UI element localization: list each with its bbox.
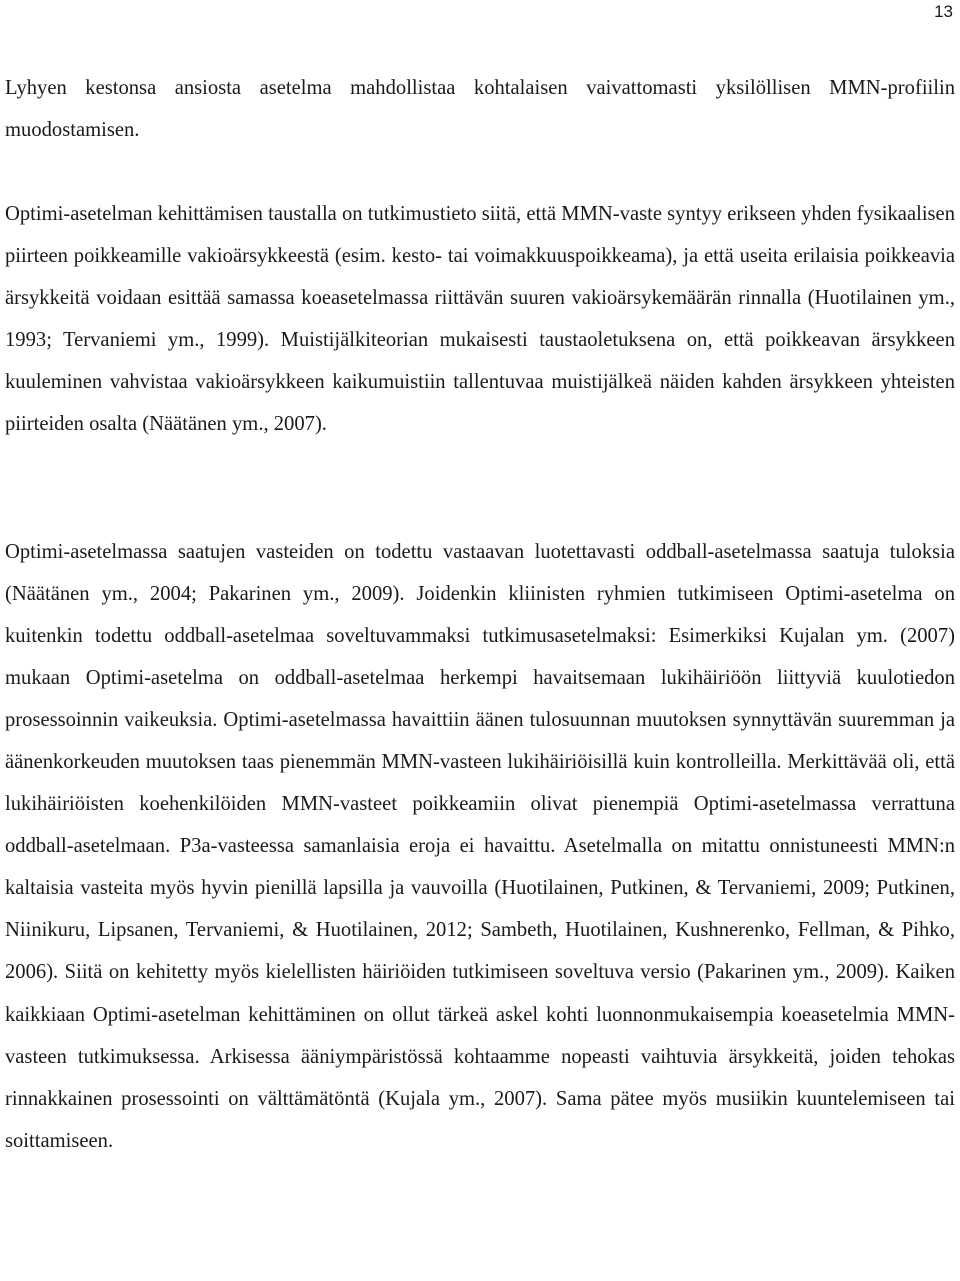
paragraph-3: Optimi-asetelmassa saatujen vasteiden on todettu vastaavan luotettavasti oddball-asetelmassa saatuja tuloksia (Näätänen ym., 2004; Pakarinen ym., 2009). Joidenkin kliinisten ryhmien tutkimiseen Optimi-asetelma on kuitenkin todettu oddball-asetelmaa soveltuvammaksi tutkimusasetelmaksi: Esimerkiksi Kujalan ym. (2007) mukaan Optimi-asetelma on oddball-asetelmaa herkempi havaitsemaan lukihäiriöön liittyviä kuulotiedon prosessoinnin vaikeuksia. Optimi-asetelmassa havaittiin äänen tulosuunnan muutoksen synnyttävän suuremman ja äänenkorkeuden muutoksen taas pienemmän MMN-vasteen lukihäiriöisillä kuin kontrolleilla. Merkittävää oli, että lukihäiriöisten koehenkilöiden MMN-vasteet poikkeamiin olivat pienempiä Optimi-asetelmassa verrattuna oddball-asetelmaan. P3a-vasteessa samanlaisia eroja ei havaittu. Asetelmalla on mitattu onnistuneesti MMN:n kaltaisia vasteita myös hyvin pienillä lapsilla ja vauvoilla (Huotilainen, Putkinen, & Tervaniemi, 2009; Putkinen, Niinikuru, Lipsanen, Tervaniemi, & Huotilainen, 2012; Sambeth, Huotilainen, Kushnerenko, Fellman, & Pihko, 2006). Siitä on kehitetty myös kielellisten häiriöiden tutkimiseen soveltuva versio (Pakarinen ym., 2009). Kaiken kaikkiaan Optimi-asetelman kehittäminen on ollut tärkeä askel kohti luonnonmukaisempia koeasetelmia MMN-vasteen tutkimuksessa. Arkisessa ääniympäristössä kohtaamme nopeasti vaihtuvia ärsykkeitä, joiden tehokas rinnakkainen prosessointi on välttämätöntä (Kujala ym., 2007). Sama pätee myös musiikin kuuntelemiseen tai soittamiseen.	[5, 541, 955, 1152]
paragraph-1: Lyhyen kestonsa ansiosta asetelma mahdollistaa kohtalaisen vaivattomasti yksilöllisen MMN-profiilin muodostamisen.	[5, 77, 955, 142]
paragraph-2: Optimi-asetelman kehittämisen taustalla on tutkimustieto siitä, että MMN-vaste syntyy erikseen yhden fysikaalisen piirteen poikkeamille vakioärsykkeestä (esim. kesto- tai voimakkuuspoikkeama), ja että useita erilaisia poikkeavia ärsykkeitä voidaan esittää samassa koeasetelmassa riittävän suuren vakioärsykemäärän rinnalla (Huotilainen ym., 1993; Tervaniemi ym., 1999). Muistijälkiteorian mukaisesti taustaoletuksena on, että poikkeavan ärsykkeen kuuleminen vahvistaa vakioärsykkeen kaikumuistiin tallentuvaa muistijälkeä näiden kahden ärsykkeen yhteisten piirteiden osalta (Näätänen ym., 2007).	[5, 203, 955, 436]
page-number: 13	[934, 2, 953, 21]
